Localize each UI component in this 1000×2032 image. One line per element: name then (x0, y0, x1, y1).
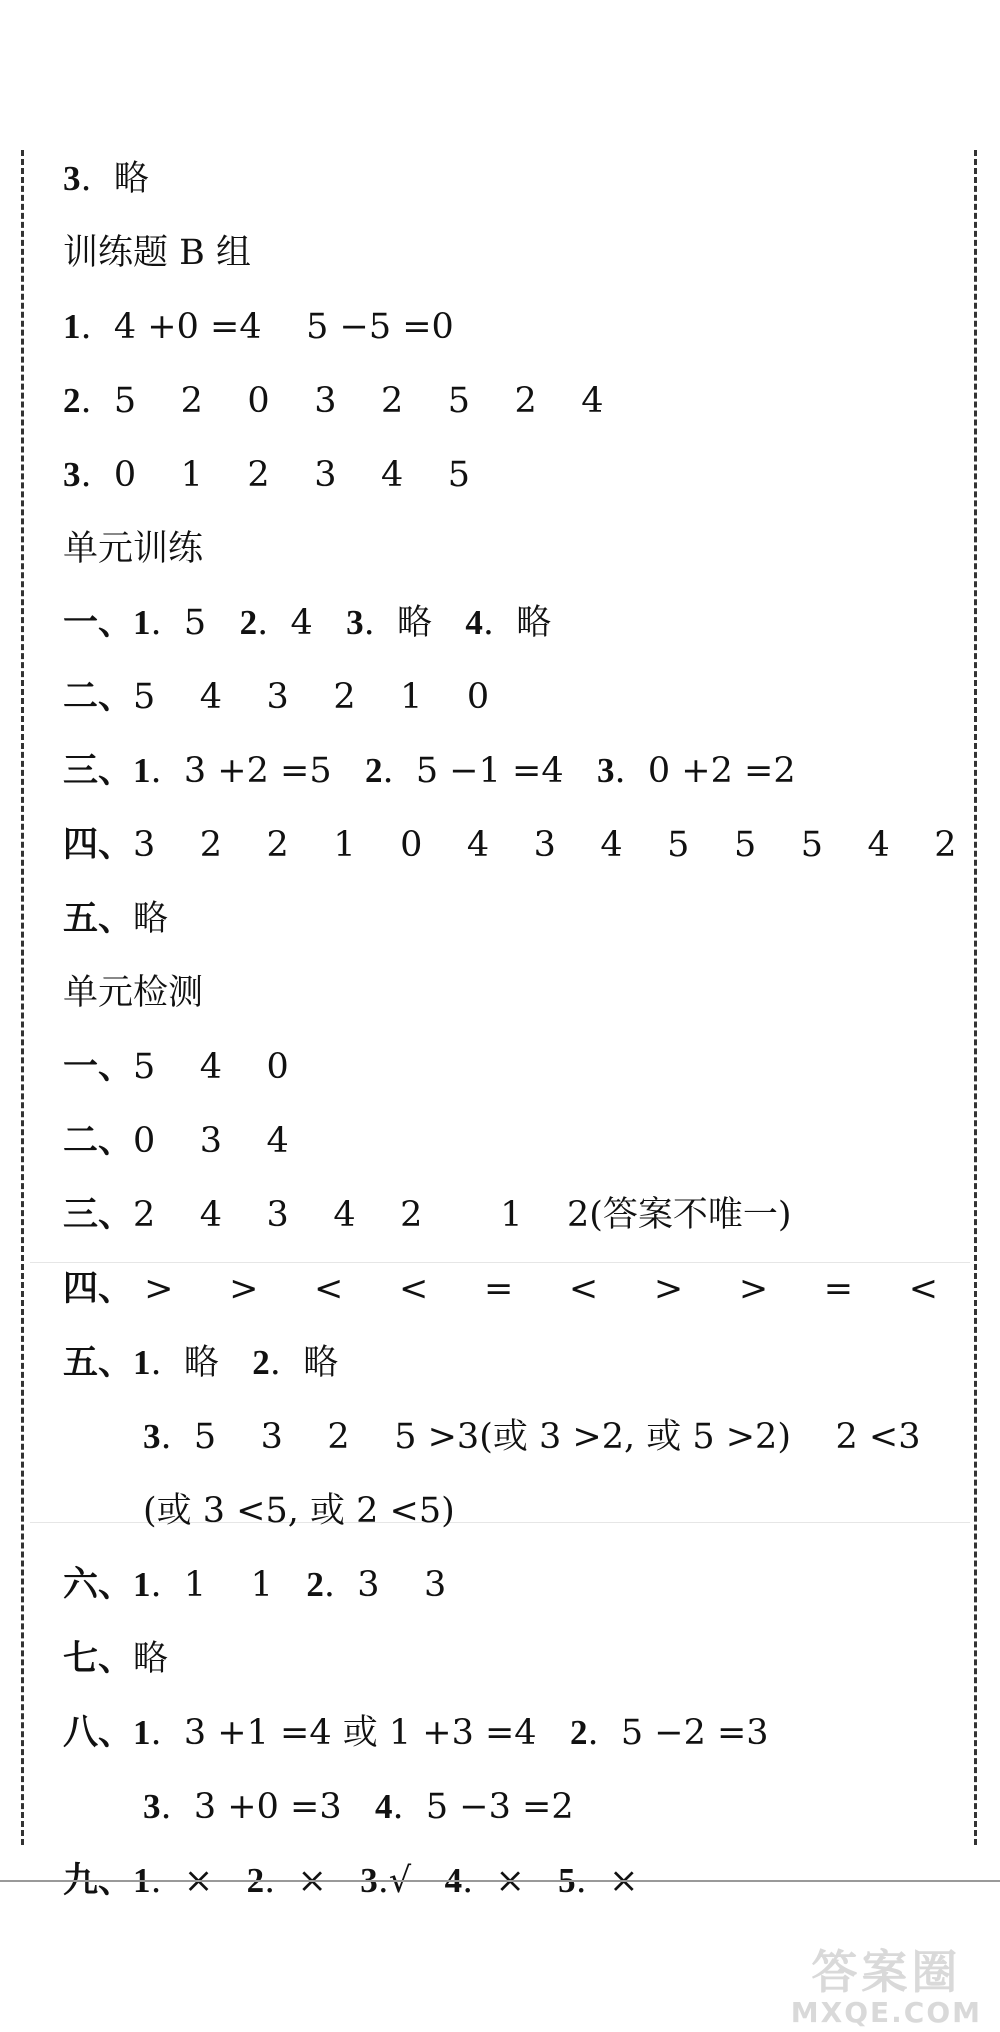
item-number: 四、 (63, 1269, 134, 1308)
item-number: 3 (143, 1787, 161, 1826)
answer-text: 3 +0 =3 (171, 1787, 375, 1827)
answer-text: . (150, 603, 162, 643)
answer-line (63, 660, 963, 734)
answer-text: 略 (133, 1639, 169, 1679)
item-number: 4 (444, 1861, 463, 1900)
answer-text: 5 3 2 5 >3(或 3 >2, 或 5 >2) 2 <3 (171, 1417, 921, 1457)
item-number: 八、 (63, 1713, 134, 1752)
item-number: 3 (63, 455, 81, 494)
answer-line (63, 438, 963, 512)
item-number: 三、 (63, 751, 134, 790)
answer-text: > > < < = < > > = < (133, 1269, 939, 1309)
answer-line (63, 1104, 963, 1178)
answer-text: 1 1 (161, 1565, 307, 1605)
answer-line (63, 808, 963, 882)
answer-text: × (275, 1861, 361, 1901)
answer-text: 0 1 2 3 4 5 (91, 455, 471, 495)
item-number: 1 (133, 751, 151, 790)
answer-text: . (150, 1713, 162, 1753)
answer-text: × (473, 1861, 559, 1901)
answer-line (63, 956, 963, 1030)
answer-text: . (257, 603, 269, 643)
answer-text: 5 4 0 (133, 1047, 289, 1087)
item-number: 2 (239, 603, 258, 642)
answer-text: . (363, 603, 375, 643)
answer-text: 5 4 3 2 1 0 (133, 677, 490, 717)
answer-text: 4 (268, 603, 347, 643)
item-number: 四、 (63, 825, 134, 864)
item-number: 3 (596, 751, 615, 790)
item-number: 1 (63, 307, 81, 346)
item-number: 2 (569, 1713, 588, 1752)
answer-text: 3 2 2 1 0 4 3 4 5 5 5 4 2 (133, 825, 957, 865)
answer-text: . (80, 381, 92, 421)
answer-text: √ (388, 1861, 445, 1901)
item-number: 4 (374, 1787, 393, 1826)
item-number: 3 (346, 603, 364, 642)
item-number: 2 (63, 381, 81, 420)
answer-line (63, 142, 963, 216)
answer-text: × (586, 1861, 639, 1901)
answer-line (63, 734, 963, 808)
item-number: 3 (360, 1861, 378, 1900)
item-number: 一、 (63, 1047, 134, 1086)
answer-text: 单元检测 (63, 973, 204, 1013)
right-dashed-border (974, 150, 977, 1845)
answer-text: 略 (133, 899, 169, 939)
answer-text: 略 (374, 603, 466, 643)
answer-line (63, 586, 963, 660)
watermark-logo (791, 1946, 982, 2028)
answer-line (63, 1696, 963, 1770)
answer-text: . (150, 1565, 162, 1605)
answer-text: . (150, 1343, 162, 1383)
answer-text: 略 (280, 1343, 339, 1383)
item-number: 三、 (63, 1195, 134, 1234)
bottom-rule (0, 1880, 1000, 1882)
answer-text: . (150, 1861, 162, 1901)
answer-line (63, 512, 963, 586)
item-number: 2 (246, 1861, 265, 1900)
item-number: 九、 (63, 1861, 134, 1900)
answer-text: 3 3 (334, 1565, 447, 1605)
answer-line (63, 1474, 963, 1548)
answer-text: . (462, 1861, 474, 1901)
item-number: 2 (365, 751, 383, 790)
answer-text: 4 +0 =4 5 −5 =0 (91, 307, 454, 347)
item-number: 3 (63, 159, 81, 198)
item-number: 1 (133, 603, 151, 642)
answer-text: . (80, 307, 92, 347)
answer-text: 略 (161, 1343, 253, 1383)
answer-text: . (80, 159, 92, 199)
answer-text: . (160, 1417, 172, 1457)
answer-text: . (382, 751, 394, 791)
answer-text: 3 +1 =4 或 1 +3 =4 (161, 1713, 570, 1753)
watermark-text: 答案圈 (811, 1945, 962, 1999)
item-number: 二、 (63, 677, 134, 716)
item-number: 2 (306, 1565, 324, 1604)
item-number: 3 (143, 1417, 161, 1456)
item-number: 1 (133, 1565, 151, 1604)
answer-text: . (160, 1787, 172, 1827)
answer-line (63, 1030, 963, 1104)
answer-text: 训练题 B 组 (63, 233, 251, 273)
answer-text: . (264, 1861, 276, 1901)
answer-text: × (161, 1861, 247, 1901)
item-number: 2 (252, 1343, 270, 1382)
answer-line (63, 364, 963, 438)
item-number: 一、 (63, 603, 134, 642)
answer-text: . (587, 1713, 599, 1753)
item-number: 五、 (63, 899, 134, 938)
answer-text: (或 3 <5, 或 2 <5) (143, 1491, 455, 1531)
answer-text: . (269, 1343, 281, 1383)
item-number: 1 (133, 1343, 151, 1382)
answer-text: 略 (91, 159, 149, 199)
answer-text: 单元训练 (63, 529, 204, 569)
answer-line (63, 882, 963, 956)
answer-text: . (323, 1565, 335, 1605)
item-number: 五、 (63, 1343, 134, 1382)
answer-text: 2 4 3 4 2 1 2(答案不唯一) (133, 1195, 792, 1235)
item-number: 1 (133, 1861, 151, 1900)
answer-line (63, 1548, 963, 1622)
answer-text: 0 +2 =2 (625, 751, 796, 791)
item-number: 六、 (63, 1565, 134, 1604)
item-number: 5 (558, 1861, 576, 1900)
answer-text: . (150, 751, 162, 791)
answer-text: . (80, 455, 92, 495)
answer-text: 5 (161, 603, 240, 643)
answer-text: . (614, 751, 626, 791)
answer-line (63, 216, 963, 290)
answer-line (63, 1770, 963, 1844)
item-number: 七、 (63, 1639, 134, 1678)
item-number: 1 (133, 1713, 151, 1752)
item-number: 4 (465, 603, 483, 642)
answer-line (63, 290, 963, 364)
answer-line (63, 1400, 963, 1474)
answer-line (63, 1178, 963, 1252)
answer-line (63, 1252, 963, 1326)
answer-text: 略 (494, 603, 552, 643)
answer-text: . (392, 1787, 404, 1827)
answer-text: . (575, 1861, 587, 1901)
answer-text: 0 3 4 (133, 1121, 289, 1161)
item-number: 二、 (63, 1121, 134, 1160)
answer-text: 5 2 0 3 2 5 2 4 (91, 381, 604, 421)
answer-list (63, 142, 963, 1918)
answer-text: . (482, 603, 495, 643)
watermark-url: MXQE.COM (790, 1996, 982, 2029)
answer-text: 3 +2 =5 (161, 751, 365, 791)
left-dashed-border (21, 150, 24, 1845)
answer-line (63, 1326, 963, 1400)
answer-text: 5 −3 =2 (403, 1787, 574, 1827)
answer-line (63, 1622, 963, 1696)
answer-text: 5 −1 =4 (393, 751, 597, 791)
answer-text: . (377, 1861, 389, 1901)
answer-text: 5 −2 =3 (598, 1713, 769, 1753)
